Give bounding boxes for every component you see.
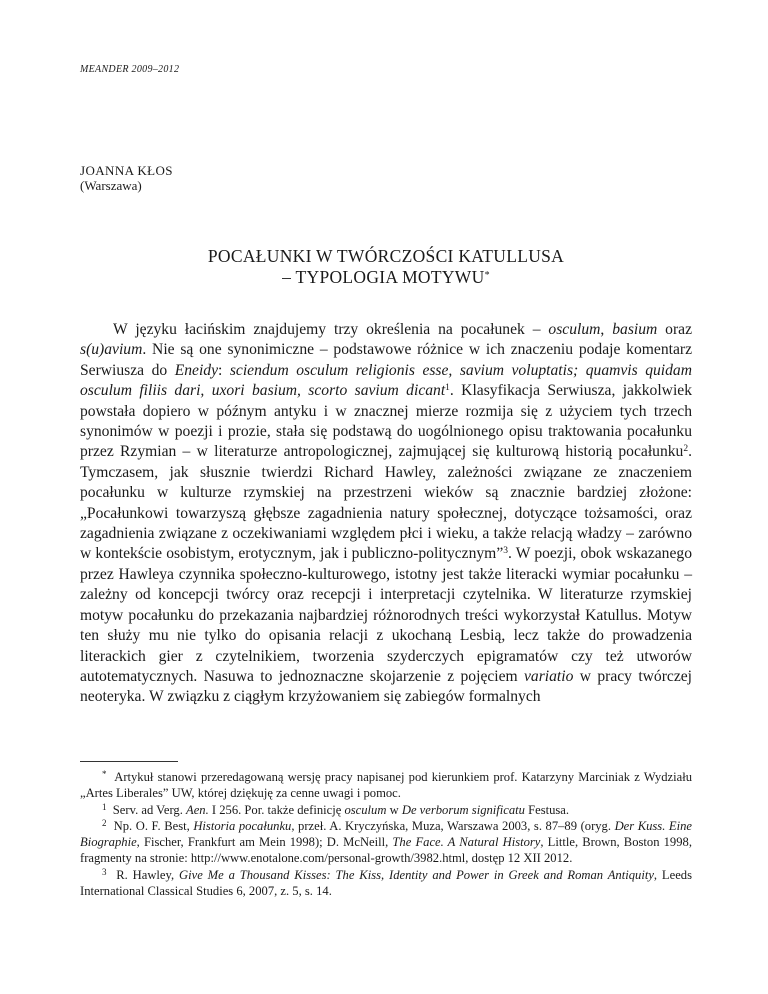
title-line-2-text: – TYPOLOGIA MOTYWU <box>282 267 485 287</box>
paragraph-1: W języku łacińskim znajdujemy trzy określenia na pocałunek – osculum, basium oraz s(u)avium. Nie są one synonimiczne – podstawowe różnice w ich znaczeniu podaje komentarz Serwiusza do Eneidy: sciendum osculum religionis esse, savium voluptatis; quamvis quidam osculum filiis dari, uxori basium, scorto savium dicant$^1$. Klasyfikacja Serwiusza, jakkolwiek powstała dopiero w późnym antyku i w znacznej mierze rozmija się z użyciem tych trzech synonimów w poezji i prozie, stała się podstawą do uogólnionego opisu traktowania pocałunku przez Rzymian – w literaturze antropologicznej, zajmującej się kulturową historią pocałunku$^2$. Tymczasem, jak słusznie twierdzi Richard Hawley, zależności związane ze znaczeniem pocałunku w kulturze rzymskiej na przestrzeni wieków są znacznie bardziej złożone: „Pocałunkowi towarzyszą głębsze zagadnienia natury społecznej, dotyczące tożsamości, oraz zagadnienia związane z oczekiwaniami względem płci i wieku, a także relacją władzy – zarówno w kontekście osobistym, erotycznym, jak i publiczno-politycznym”$^3$. W poezji, obok wskazanego przez Hawleya czynnika społeczno-kulturowego, istotny jest także literacki wymiar pocałunku – zależny od koncepcji twórcy oraz recepcji i interpretacji czytelnika. W literaturze rzymskiej motyw pocałunku do przekazania najbardziej różnorodnych treści wykorzystał Katullus. Motyw ten służy mu nie tylko do opisania relacji z ukochaną Lesbią, lecz także do prowadzenia literackich gier z czytelnikiem, tworzenia szyderczych epigramatów czy też utworów autotematycznych. Nasuwa to jednoznaczne skojarzenie z pojęciem variatio w pracy twórczej neoteryka. W związku z ciągłym krzyżowaniem się zabiegów formalnych <box>80 321 693 706</box>
footnote-2: $^2$ Np. O. F. Best, Historia pocałunku, przeł. A. Kryczyńska, Muza, Warszawa 2003, s. 87–89 (oryg. Der Kuss. Eine Biographie, Fischer, Frankfurt am Mein 1998); D. McNeill, The Face. A Natural History, Little, Brown, Boston 1998, fragmenty na stronie: http://www.enotalone.com/personal-growth/3982.html, dostęp 12 XII 2012. <box>80 817 692 866</box>
title-line-1: POCAŁUNKI W TWÓRCZOŚCI KATULLUSA <box>207 246 565 266</box>
footnote-3: $^3$ R. Hawley, Give Me a Thousand Kisses: The Kiss, Identity and Power in Greek and Roman Antiquity, Leeds International Classical Studies 6, 2007, z. 5, s. 14. <box>80 866 693 899</box>
author-affiliation: (Warszawa) <box>80 178 142 193</box>
author-name: JOANNA KŁOS <box>80 163 173 178</box>
footnote-divider <box>80 761 178 762</box>
title-footnote-mark[interactable]: * <box>484 270 490 281</box>
author-block <box>80 163 173 193</box>
footnote-star: * Artykuł stanowi przeredagowaną wersję pracy napisanej pod kierunkiem prof. Katarzyny Marciniak z Wydziału „Artes Liberales” UW, której dziękuję za cenne uwagi i pomoc. <box>80 769 693 801</box>
title-line-2 <box>80 266 692 287</box>
footnote-ref-1[interactable]: 1 <box>445 383 450 394</box>
footnotes <box>80 769 692 899</box>
body-paragraph <box>80 320 692 708</box>
footnote-1: $^1$ Serv. ad Verg. Aen. I 256. Por. także definicję osculum w De verborum significatu Festusa. <box>102 801 570 817</box>
journal-header: MEANDER 2009–2012 <box>80 64 180 75</box>
footnote-ref-3[interactable]: 3 <box>503 546 508 557</box>
article-title <box>80 246 692 287</box>
footnote-ref-2[interactable]: 2 <box>683 444 689 455</box>
